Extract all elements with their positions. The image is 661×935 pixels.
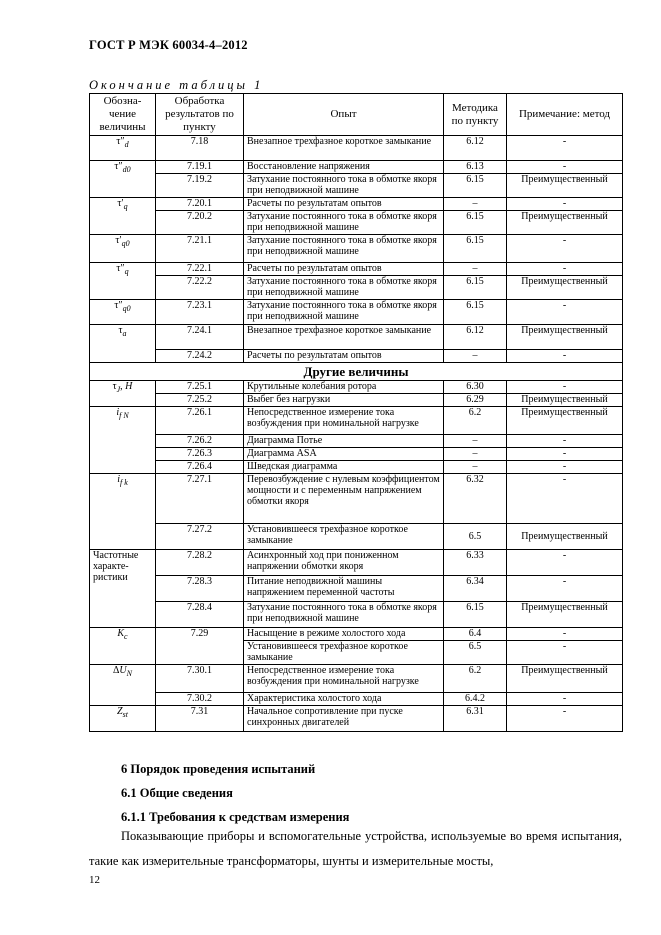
row-note: - bbox=[507, 263, 623, 276]
symbol-tau-d0-subtransient: $\tau''_{d0}$ bbox=[90, 161, 156, 198]
row-method: 6.2 bbox=[444, 665, 507, 693]
page-header: ГОСТ Р МЭК 60034-4–2012 bbox=[89, 38, 248, 52]
table-row bbox=[90, 602, 623, 628]
row-number: 7.22.1 bbox=[156, 263, 244, 276]
symbol-tau-q0-transient: $\tau'_{q0}$ bbox=[90, 235, 156, 263]
table-row bbox=[90, 628, 623, 641]
row-method: 6.13 bbox=[444, 161, 507, 174]
row-note: Преимущественный bbox=[507, 211, 623, 235]
row-test: Внезапное трехфазное короткое замыкание bbox=[244, 136, 444, 161]
row-note: - bbox=[507, 448, 623, 461]
test-methods-table bbox=[89, 93, 623, 732]
row-number: 7.26.1 bbox=[156, 407, 244, 435]
row-note: Преимущественный bbox=[507, 665, 623, 693]
row-number: 7.24.1 bbox=[156, 325, 244, 350]
row-test: Диаграмма ASA bbox=[244, 448, 444, 461]
col-header-symbol: Обозна-чение величины bbox=[90, 94, 156, 136]
row-number: 7.28.3 bbox=[156, 576, 244, 602]
section-heading-6-1-1: 6.1.1 Требования к средствам измерения bbox=[121, 810, 350, 824]
row-note: Преимущественный bbox=[507, 407, 623, 435]
row-note: - bbox=[507, 461, 623, 474]
row-method: – bbox=[444, 435, 507, 448]
table-row bbox=[90, 136, 623, 161]
row-method: 6.12 bbox=[444, 136, 507, 161]
body-paragraph: Показывающие приборы и вспомогательные устройства, используемые во время испытания, такие как измерительные трансформаторы, шунты и измерительные мосты, bbox=[89, 829, 622, 868]
row-method: 6.32 bbox=[444, 474, 507, 524]
row-number: 7.26.4 bbox=[156, 461, 244, 474]
symbol-delta-u-n: $\Delta U_N$ bbox=[90, 665, 156, 706]
table-row bbox=[90, 474, 623, 524]
row-test: Насыщение в режиме холостого хода bbox=[244, 628, 444, 641]
row-note: - bbox=[507, 628, 623, 641]
table-row bbox=[90, 394, 623, 407]
row-note: - bbox=[507, 435, 623, 448]
row-test: Затухание постоянного тока в обмотке якоря при неподвижной машине bbox=[244, 602, 444, 628]
row-note: - bbox=[507, 706, 623, 732]
table-row bbox=[90, 448, 623, 461]
col-header-note: Примечание: метод bbox=[507, 94, 623, 136]
row-number: 7.20.2 bbox=[156, 211, 244, 235]
row-note: Преимущественный bbox=[507, 394, 623, 407]
row-note: - bbox=[507, 381, 623, 394]
table-row bbox=[90, 235, 623, 263]
row-method: 6.29 bbox=[444, 394, 507, 407]
table-header-row bbox=[90, 94, 623, 136]
table-row bbox=[90, 524, 623, 550]
row-note: Преимущественный bbox=[507, 174, 623, 198]
symbol-tau-q0-subtransient: $\tau''_{q0}$ bbox=[90, 300, 156, 325]
row-method: 6.4.2 bbox=[444, 693, 507, 706]
table-row bbox=[90, 550, 623, 576]
row-test: Расчеты по результатам опытов bbox=[244, 350, 444, 363]
section-row bbox=[90, 363, 623, 381]
row-note: - bbox=[507, 235, 623, 263]
symbol-i-fn: $i_{f N}$ bbox=[90, 407, 156, 474]
row-number: 7.27.1 bbox=[156, 474, 244, 524]
table-row bbox=[90, 665, 623, 693]
row-number: 7.22.2 bbox=[156, 276, 244, 300]
symbol-z-st: $Z_{st}$ bbox=[90, 706, 156, 732]
table-row bbox=[90, 198, 623, 211]
row-method: – bbox=[444, 448, 507, 461]
row-test: Диаграмма Потье bbox=[244, 435, 444, 448]
row-number: 7.28.4 bbox=[156, 602, 244, 628]
symbol-i-fk: $i_{f k}$ bbox=[90, 474, 156, 550]
row-method: 6.33 bbox=[444, 550, 507, 576]
page-number: 12 bbox=[89, 874, 100, 886]
row-method: – bbox=[444, 461, 507, 474]
col-header-method: Методика по пункту bbox=[444, 94, 507, 136]
section-other-quantities: Другие величины bbox=[90, 363, 623, 381]
row-note: Преимущественный bbox=[507, 325, 623, 350]
row-number: 7.18 bbox=[156, 136, 244, 161]
row-method: – bbox=[444, 198, 507, 211]
row-test: Характеристика холостого хода bbox=[244, 693, 444, 706]
table-row bbox=[90, 276, 623, 300]
row-test: Затухание постоянного тока в обмотке якоря при неподвижной машине bbox=[244, 300, 444, 325]
row-note: Преимущественный bbox=[507, 524, 623, 550]
row-test: Расчеты по результатам опытов bbox=[244, 198, 444, 211]
row-test: Непосредственное измерение тока возбуждения при номинальной нагрузке bbox=[244, 665, 444, 693]
symbol-tau-q-subtransient: $\tau''_q$ bbox=[90, 263, 156, 300]
row-test: Внезапное трехфазное короткое замыкание bbox=[244, 325, 444, 350]
row-method: 6.15 bbox=[444, 174, 507, 198]
row-method: 6.15 bbox=[444, 235, 507, 263]
row-note: - bbox=[507, 576, 623, 602]
row-note: - bbox=[507, 198, 623, 211]
table-row bbox=[90, 211, 623, 235]
row-test: Установившееся трехфазное короткое замыкание bbox=[244, 641, 444, 665]
row-method: 6.15 bbox=[444, 211, 507, 235]
table-row bbox=[90, 461, 623, 474]
row-method: 6.30 bbox=[444, 381, 507, 394]
table-row bbox=[90, 381, 623, 394]
section-heading-6-1: 6.1 Общие сведения bbox=[121, 786, 233, 800]
row-number: 7.28.2 bbox=[156, 550, 244, 576]
row-method: 6.31 bbox=[444, 706, 507, 732]
row-number: 7.30.1 bbox=[156, 665, 244, 693]
row-test: Выбег без нагрузки bbox=[244, 394, 444, 407]
row-note: Преимущественный bbox=[507, 276, 623, 300]
row-test: Перевозбуждение с нулевым коэффициентом мощности и с переменным напряжением обмотки якоря bbox=[244, 474, 444, 524]
table-row bbox=[90, 174, 623, 198]
symbol-k-c: $K_c$ bbox=[90, 628, 156, 665]
row-method: 6.15 bbox=[444, 300, 507, 325]
symbol-tau-j-h: $\tau_J$, H bbox=[90, 381, 156, 407]
row-number: 7.23.1 bbox=[156, 300, 244, 325]
row-number: 7.25.2 bbox=[156, 394, 244, 407]
table-row bbox=[90, 300, 623, 325]
table-row bbox=[90, 350, 623, 363]
table-row bbox=[90, 706, 623, 732]
row-note: - bbox=[507, 350, 623, 363]
row-test: Затухание постоянного тока в обмотке якоря при неподвижной машине bbox=[244, 276, 444, 300]
symbol-frequency-characteristics: Частотные характе-ристики bbox=[90, 550, 156, 628]
row-test: Восстановление напряжения bbox=[244, 161, 444, 174]
table-caption: Окончание таблицы 1 bbox=[89, 78, 264, 92]
row-method: 6.12 bbox=[444, 325, 507, 350]
row-note: - bbox=[507, 300, 623, 325]
row-test: Шведская диаграмма bbox=[244, 461, 444, 474]
row-note: - bbox=[507, 161, 623, 174]
row-note: - bbox=[507, 693, 623, 706]
row-number: 7.19.1 bbox=[156, 161, 244, 174]
row-number: 7.20.1 bbox=[156, 198, 244, 211]
table-row bbox=[90, 325, 623, 350]
row-method: 6.15 bbox=[444, 276, 507, 300]
row-test: Затухание постоянного тока в обмотке якоря при неподвижной машине bbox=[244, 211, 444, 235]
row-method: – bbox=[444, 350, 507, 363]
row-test: Питание неподвижной машины напряжением переменной частоты bbox=[244, 576, 444, 602]
table-row bbox=[90, 161, 623, 174]
row-method: – bbox=[444, 263, 507, 276]
table-row bbox=[90, 263, 623, 276]
symbol-tau-a: $\tau_a$ bbox=[90, 325, 156, 363]
row-method: 6.4 bbox=[444, 628, 507, 641]
row-note: - bbox=[507, 136, 623, 161]
symbol-tau-d-subtransient: $\tau''_d$ bbox=[90, 136, 156, 161]
row-note: - bbox=[507, 474, 623, 524]
row-method: 6.5 bbox=[444, 524, 507, 550]
table-row bbox=[90, 435, 623, 448]
symbol-tau-q-transient: $\tau'_q$ bbox=[90, 198, 156, 235]
row-note: - bbox=[507, 550, 623, 576]
row-test: Затухание постоянного тока в обмотке якоря при неподвижной машине bbox=[244, 235, 444, 263]
row-number: 7.27.2 bbox=[156, 524, 244, 550]
col-header-test: Опыт bbox=[244, 94, 444, 136]
table-row bbox=[90, 407, 623, 435]
col-header-processing: Обработка результатов по пункту bbox=[156, 94, 244, 136]
row-number: 7.25.1 bbox=[156, 381, 244, 394]
row-number: 7.21.1 bbox=[156, 235, 244, 263]
table-row bbox=[90, 693, 623, 706]
row-number: 7.30.2 bbox=[156, 693, 244, 706]
table-row bbox=[90, 576, 623, 602]
row-method: 6.5 bbox=[444, 641, 507, 665]
row-number: 7.26.3 bbox=[156, 448, 244, 461]
row-test: Асинхронный ход при пониженном напряжении обмотки якоря bbox=[244, 550, 444, 576]
row-number: 7.26.2 bbox=[156, 435, 244, 448]
row-number: 7.29 bbox=[156, 628, 244, 665]
row-test: Непосредственное измерение тока возбуждения при номинальной нагрузке bbox=[244, 407, 444, 435]
row-test: Установившееся трехфазное короткое замыкание bbox=[244, 524, 444, 550]
row-method: 6.2 bbox=[444, 407, 507, 435]
row-test: Начальное сопротивление при пуске синхронных двигателей bbox=[244, 706, 444, 732]
row-test: Затухание постоянного тока в обмотке якоря при неподвижной машине bbox=[244, 174, 444, 198]
row-test: Расчеты по результатам опытов bbox=[244, 263, 444, 276]
row-note: Преимущественный bbox=[507, 602, 623, 628]
row-method: 6.34 bbox=[444, 576, 507, 602]
row-note: - bbox=[507, 641, 623, 665]
row-number: 7.19.2 bbox=[156, 174, 244, 198]
row-number: 7.24.2 bbox=[156, 350, 244, 363]
row-method: 6.15 bbox=[444, 602, 507, 628]
row-test: Крутильные колебания ротора bbox=[244, 381, 444, 394]
row-number: 7.31 bbox=[156, 706, 244, 732]
section-heading-6: 6 Порядок проведения испытаний bbox=[121, 762, 316, 776]
